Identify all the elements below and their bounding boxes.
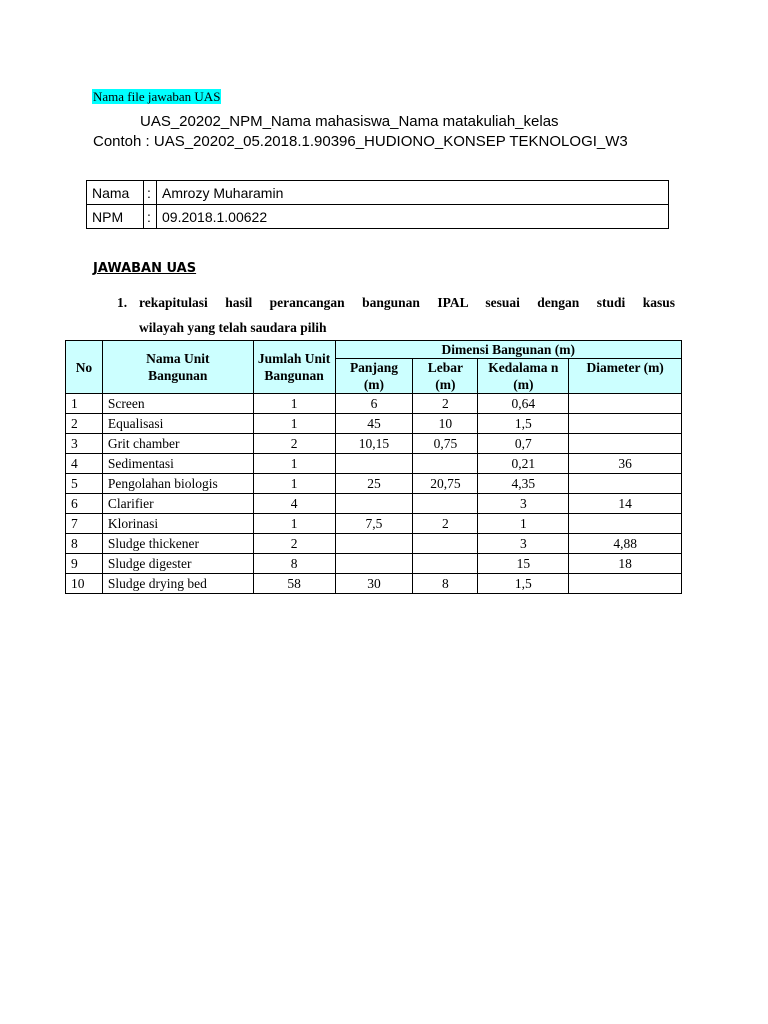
cell-no: 1 — [66, 394, 103, 414]
cell-diameter — [569, 394, 682, 414]
cell-panjang: 10,15 — [335, 434, 413, 454]
identity-label: NPM — [87, 205, 144, 229]
cell-panjang: 30 — [335, 574, 413, 594]
cell-panjang — [335, 554, 413, 574]
cell-lebar: 2 — [413, 394, 478, 414]
cell-panjang: 6 — [335, 394, 413, 414]
question-text-line1: rekapitulasi hasil perancangan bangunan IPAL sesuai dengan studi kasus — [139, 295, 675, 310]
identity-label: Nama — [87, 181, 144, 205]
cell-kedalaman: 0,7 — [478, 434, 569, 454]
header-panjang: Panjang (m) — [335, 359, 413, 394]
cell-panjang — [335, 454, 413, 474]
cell-jumlah: 2 — [253, 434, 335, 454]
cell-no: 8 — [66, 534, 103, 554]
cell-panjang: 45 — [335, 414, 413, 434]
cell-no: 3 — [66, 434, 103, 454]
question-number: 1. — [117, 295, 128, 310]
identity-row-npm — [87, 205, 669, 229]
cell-panjang — [335, 534, 413, 554]
identity-value: Amrozy Muharamin — [157, 181, 669, 205]
table-row — [66, 454, 682, 474]
cell-nama-unit: Sludge drying bed — [102, 574, 253, 594]
table-row — [66, 514, 682, 534]
cell-lebar: 10 — [413, 414, 478, 434]
cell-nama-unit: Clarifier — [102, 494, 253, 514]
cell-no: 9 — [66, 554, 103, 574]
table-row — [66, 474, 682, 494]
cell-diameter: 14 — [569, 494, 682, 514]
table-row — [66, 414, 682, 434]
table-row — [66, 534, 682, 554]
cell-nama-unit: Pengolahan biologis — [102, 474, 253, 494]
cell-jumlah: 58 — [253, 574, 335, 594]
cell-nama-unit: Sludge digester — [102, 554, 253, 574]
cell-panjang: 7,5 — [335, 514, 413, 534]
cell-kedalaman: 3 — [478, 494, 569, 514]
header-dimensi: Dimensi Bangunan (m) — [335, 341, 682, 359]
identity-separator: : — [144, 181, 157, 205]
cell-no: 6 — [66, 494, 103, 514]
cell-kedalaman: 1 — [478, 514, 569, 534]
cell-panjang: 25 — [335, 474, 413, 494]
cell-lebar: 2 — [413, 514, 478, 534]
header-kedalaman: Kedalama n (m) — [478, 359, 569, 394]
table-row — [66, 394, 682, 414]
cell-lebar: 0,75 — [413, 434, 478, 454]
table-row — [66, 574, 682, 594]
cell-panjang — [335, 494, 413, 514]
header-jumlah: Jumlah Unit Bangunan — [253, 341, 335, 394]
cell-kedalaman: 1,5 — [478, 574, 569, 594]
cell-nama-unit: Grit chamber — [102, 434, 253, 454]
cell-kedalaman: 0,64 — [478, 394, 569, 414]
identity-table — [86, 180, 669, 229]
cell-diameter — [569, 514, 682, 534]
cell-kedalaman: 3 — [478, 534, 569, 554]
cell-no: 7 — [66, 514, 103, 534]
cell-lebar — [413, 534, 478, 554]
cell-nama-unit: Sludge thickener — [102, 534, 253, 554]
identity-row-nama — [87, 181, 669, 205]
cell-lebar: 8 — [413, 574, 478, 594]
cell-diameter: 4,88 — [569, 534, 682, 554]
cell-lebar: 20,75 — [413, 474, 478, 494]
header-diameter: Diameter (m) — [569, 359, 682, 394]
cell-kedalaman: 0,21 — [478, 454, 569, 474]
cell-no: 4 — [66, 454, 103, 474]
cell-diameter — [569, 414, 682, 434]
identity-value: 09.2018.1.00622 — [157, 205, 669, 229]
cell-jumlah: 2 — [253, 534, 335, 554]
cell-jumlah: 1 — [253, 474, 335, 494]
question-text-line2: wilayah yang telah saudara pilih — [139, 320, 327, 335]
cell-kedalaman: 4,35 — [478, 474, 569, 494]
cell-diameter — [569, 474, 682, 494]
cell-jumlah: 1 — [253, 394, 335, 414]
table-row — [66, 494, 682, 514]
cell-nama-unit: Sedimentasi — [102, 454, 253, 474]
file-label: Nama file jawaban UAS — [93, 89, 221, 104]
cell-kedalaman: 15 — [478, 554, 569, 574]
cell-jumlah: 8 — [253, 554, 335, 574]
cell-lebar — [413, 454, 478, 474]
cell-kedalaman: 1,5 — [478, 414, 569, 434]
ipal-table — [65, 340, 682, 594]
cell-jumlah: 1 — [253, 514, 335, 534]
cell-diameter: 18 — [569, 554, 682, 574]
cell-lebar — [413, 554, 478, 574]
identity-separator: : — [144, 205, 157, 229]
cell-lebar — [413, 494, 478, 514]
section-heading: JAWABAN UAS — [93, 261, 197, 276]
header-lebar: Lebar (m) — [413, 359, 478, 394]
cell-diameter — [569, 434, 682, 454]
table-row — [66, 554, 682, 574]
file-format-text: UAS_20202_NPM_Nama mahasiswa_Nama matakuliah_kelas — [140, 113, 559, 130]
cell-jumlah: 1 — [253, 414, 335, 434]
cell-diameter — [569, 574, 682, 594]
header-no: No — [66, 341, 103, 394]
cell-nama-unit: Screen — [102, 394, 253, 414]
cell-no: 2 — [66, 414, 103, 434]
cell-nama-unit: Klorinasi — [102, 514, 253, 534]
file-example-text: Contoh : UAS_20202_05.2018.1.90396_HUDIONO_KONSEP TEKNOLOGI_W3 — [93, 133, 628, 150]
cell-nama-unit: Equalisasi — [102, 414, 253, 434]
cell-jumlah: 4 — [253, 494, 335, 514]
cell-no: 10 — [66, 574, 103, 594]
header-nama-unit: Nama Unit Bangunan — [102, 341, 253, 394]
cell-diameter: 36 — [569, 454, 682, 474]
cell-no: 5 — [66, 474, 103, 494]
table-row — [66, 434, 682, 454]
cell-jumlah: 1 — [253, 454, 335, 474]
